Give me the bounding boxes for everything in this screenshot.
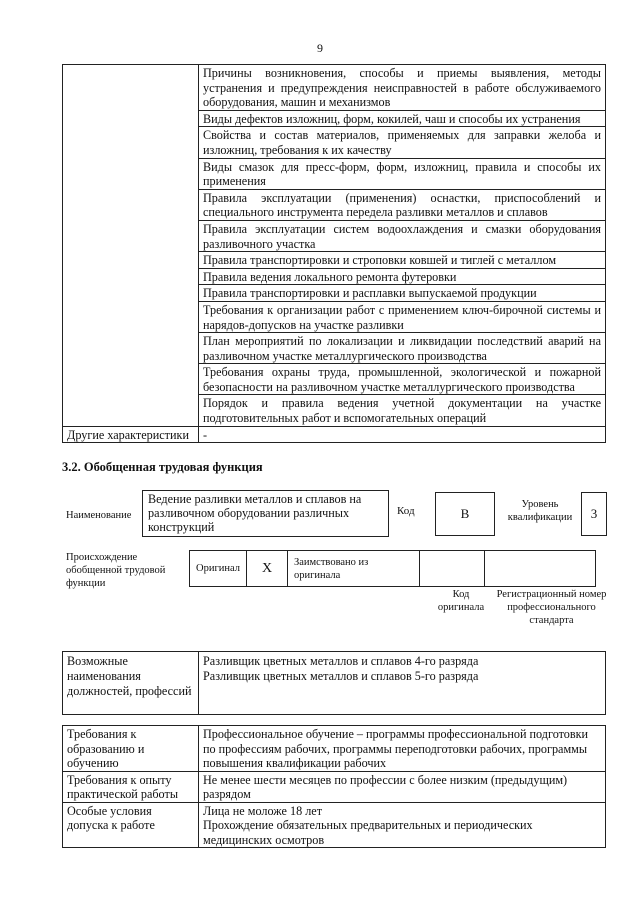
knowledge-item: Требования к организации работ с применением ключ-бирочной системы и нарядов-допусков на участке разливки [199, 301, 606, 332]
knowledge-item: Виды дефектов изложниц, форм, кокилей, чаш и способы их устранения [199, 110, 606, 127]
table-row [63, 726, 606, 772]
knowledge-item: Правила эксплуатации систем водоохлаждения и смазки оборудования разливочного участка [199, 220, 606, 251]
admission-item: Прохождение обязательных предварительных и периодических медицинских осмотров [203, 818, 533, 847]
code-original-cell [420, 551, 485, 587]
page-number: 9 [317, 41, 323, 55]
admission-values [199, 802, 606, 848]
positions-values [199, 652, 606, 715]
other-characteristics-label: Другие характеристики [63, 426, 199, 443]
knowledge-item: Требования охраны труда, промышленной, экологической и пожарной безопасности на разливочном участке металлургического производства [199, 364, 606, 395]
knowledge-item: Свойства и состав материалов, применяемых для заправки желоба и изложниц, требования к их качеству [199, 127, 606, 158]
table-row [63, 426, 606, 443]
requirements-table [62, 725, 606, 848]
section-title: 3.2. Обобщенная трудовая функция [62, 460, 263, 474]
code-label: Код [397, 505, 415, 517]
knowledge-item: План мероприятий по локализации и ликвидации последствий аварий на разливочном участке металлургического производства [199, 333, 606, 364]
admission-label: Особые условия допуска к работе [63, 802, 199, 848]
knowledge-table [62, 64, 606, 443]
code-value-box: B [435, 492, 495, 536]
admission-item: Лица не моложе 18 лет [203, 803, 323, 818]
education-label: Требования к образованию и обучению [63, 726, 199, 772]
positions-label: Возможные наименования должностей, профессий [63, 652, 199, 715]
original-label: Оригинал [190, 551, 247, 587]
knowledge-item: Правила ведения локального ремонта футеровки [199, 268, 606, 285]
experience-value: Не менее шести месяцев по профессии с более низким (предыдущим) разрядом [199, 771, 606, 802]
table-row [63, 771, 606, 802]
table-row [63, 65, 606, 111]
position-item: Разливщик цветных металлов и сплавов 4-го разряда [203, 654, 479, 668]
positions-table [62, 651, 606, 715]
code-original-label: Код оригинала [437, 589, 485, 613]
knowledge-item: Правила транспортировки и строповки ковшей и тиглей с металлом [199, 252, 606, 269]
position-item: Разливщик цветных металлов и сплавов 5-го разряда [203, 669, 479, 683]
borrowed-label: Заимствовано из оригинала [288, 551, 420, 587]
qualification-level-label: Уровень квалификации [507, 499, 573, 523]
knowledge-item: Порядок и правила ведения учетной документации на участке подготовительных работ и вспомогательных операций [199, 395, 606, 426]
table-row [63, 652, 606, 715]
education-value: Профессиональное обучение – программы профессиональной подготовки по профессиям рабочих, программы переподготовки рабочих, программы повышения квалификации рабочих [199, 726, 606, 772]
table-row [63, 802, 606, 848]
origin-label: Происхождение обобщенной трудовой функции [66, 552, 166, 589]
knowledge-item: Правила эксплуатации (применения) оснастки, приспособлений и специального инструмента передела разливки металлов и сплавов [199, 189, 606, 220]
registration-number-label: Регистрационный номер профессионального стандарта [496, 589, 607, 626]
table-row [190, 551, 596, 587]
origin-table [189, 550, 596, 587]
function-name-box: Ведение разливки металлов и сплавов на разливочном оборудовании различных конструкций [142, 490, 389, 537]
other-characteristics-value: - [199, 426, 606, 443]
qualification-level-box: 3 [581, 492, 607, 536]
original-mark: X [247, 551, 288, 587]
registration-number-cell [485, 551, 596, 587]
knowledge-label-cell [63, 65, 199, 427]
knowledge-item: Правила транспортировки и расплавки выпускаемой продукции [199, 285, 606, 302]
knowledge-item: Виды смазок для пресс-форм, форм, изложниц, правила и способы их применения [199, 158, 606, 189]
experience-label: Требования к опыту практической работы [63, 771, 199, 802]
name-label: Наименование [66, 510, 132, 521]
knowledge-item: Причины возникновения, способы и приемы выявления, методы устранения и предупреждения неисправностей в работе обслуживаемого оборудования, машин и механизмов [199, 65, 606, 111]
